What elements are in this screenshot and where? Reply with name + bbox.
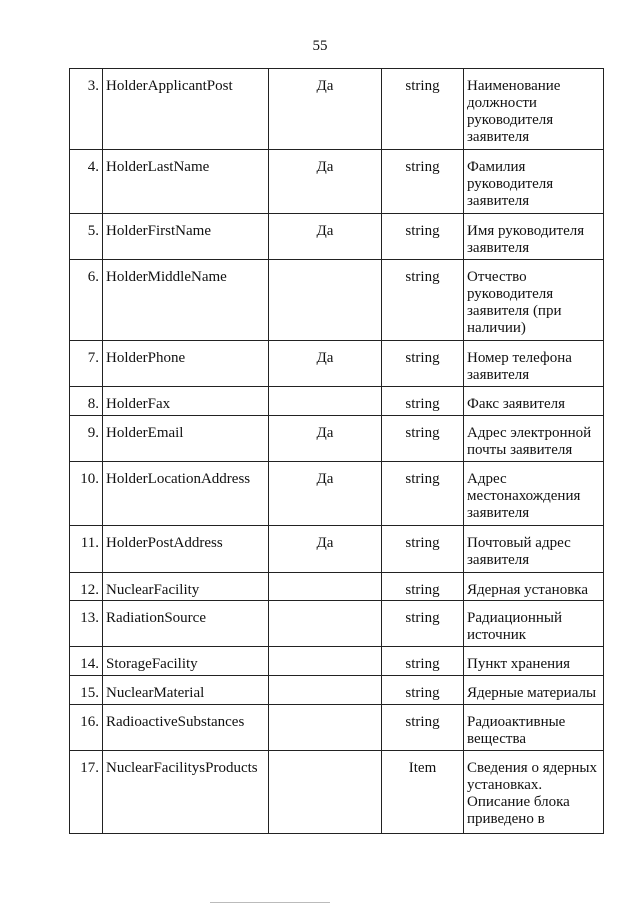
element-name: HolderPostAddress — [103, 526, 269, 573]
row-number: 13. — [70, 601, 103, 647]
row-number: 4. — [70, 150, 103, 214]
required-flag — [269, 647, 382, 676]
description: Сведения о ядерных установках. Описание блока приведено в — [464, 751, 604, 834]
table-row — [70, 676, 604, 705]
required-flag: Да — [269, 526, 382, 573]
description: Наименование должности руководителя заявителя — [464, 69, 604, 150]
table-row — [70, 387, 604, 416]
required-flag: Да — [269, 69, 382, 150]
row-number: 6. — [70, 260, 103, 341]
table-row — [70, 573, 604, 601]
description: Радиационный источник — [464, 601, 604, 647]
element-name: HolderFirstName — [103, 214, 269, 260]
element-name: HolderFax — [103, 387, 269, 416]
data-type: string — [382, 573, 464, 601]
element-name: RadioactiveSubstances — [103, 705, 269, 751]
element-name: HolderLocationAddress — [103, 462, 269, 526]
row-number: 11. — [70, 526, 103, 573]
table-row — [70, 526, 604, 573]
required-flag: Да — [269, 150, 382, 214]
element-name: HolderMiddleName — [103, 260, 269, 341]
data-type: string — [382, 150, 464, 214]
spec-table-body — [70, 69, 604, 834]
description: Пункт хранения — [464, 647, 604, 676]
row-number: 8. — [70, 387, 103, 416]
row-number: 14. — [70, 647, 103, 676]
element-name: RadiationSource — [103, 601, 269, 647]
description: Радиоактивные вещества — [464, 705, 604, 751]
spec-table — [69, 68, 604, 834]
page-number: 55 — [312, 38, 328, 54]
table-row — [70, 601, 604, 647]
description: Адрес электронной почты заявителя — [464, 416, 604, 462]
row-number: 16. — [70, 705, 103, 751]
required-flag — [269, 676, 382, 705]
data-type: string — [382, 647, 464, 676]
required-flag: Да — [269, 416, 382, 462]
required-flag: Да — [269, 341, 382, 387]
row-number: 10. — [70, 462, 103, 526]
data-type: string — [382, 705, 464, 751]
table-row — [70, 751, 604, 834]
table-row — [70, 214, 604, 260]
description: Ядерные материалы — [464, 676, 604, 705]
description: Имя руководителя заявителя — [464, 214, 604, 260]
element-name: NuclearFacility — [103, 573, 269, 601]
required-flag — [269, 387, 382, 416]
required-flag — [269, 573, 382, 601]
data-type: string — [382, 416, 464, 462]
data-type: string — [382, 260, 464, 341]
required-flag — [269, 601, 382, 647]
description: Ядерная установка — [464, 573, 604, 601]
footer-line — [210, 902, 330, 903]
row-number: 3. — [70, 69, 103, 150]
description: Адрес местонахождения заявителя — [464, 462, 604, 526]
data-type: string — [382, 69, 464, 150]
table-row — [70, 69, 604, 150]
table-row — [70, 705, 604, 751]
table-row — [70, 647, 604, 676]
row-number: 15. — [70, 676, 103, 705]
description: Фамилия руководителя заявителя — [464, 150, 604, 214]
required-flag: Да — [269, 214, 382, 260]
element-name: StorageFacility — [103, 647, 269, 676]
data-type: string — [382, 601, 464, 647]
element-name: NuclearMaterial — [103, 676, 269, 705]
table-row — [70, 416, 604, 462]
table-row — [70, 341, 604, 387]
row-number: 5. — [70, 214, 103, 260]
data-type: string — [382, 462, 464, 526]
table-row — [70, 462, 604, 526]
required-flag: Да — [269, 462, 382, 526]
data-type: string — [382, 676, 464, 705]
description: Отчество руководителя заявителя (при наличии) — [464, 260, 604, 341]
row-number: 9. — [70, 416, 103, 462]
data-type: Item — [382, 751, 464, 834]
description: Почтовый адрес заявителя — [464, 526, 604, 573]
table-row — [70, 150, 604, 214]
description: Факс заявителя — [464, 387, 604, 416]
data-type: string — [382, 341, 464, 387]
data-type: string — [382, 214, 464, 260]
required-flag — [269, 260, 382, 341]
required-flag — [269, 705, 382, 751]
data-type: string — [382, 526, 464, 573]
element-name: NuclearFacilitysProducts — [103, 751, 269, 834]
row-number: 12. — [70, 573, 103, 601]
table-row — [70, 260, 604, 341]
element-name: HolderEmail — [103, 416, 269, 462]
data-type: string — [382, 387, 464, 416]
row-number: 7. — [70, 341, 103, 387]
element-name: HolderPhone — [103, 341, 269, 387]
row-number: 17. — [70, 751, 103, 834]
description: Номер телефона заявителя — [464, 341, 604, 387]
element-name: HolderApplicantPost — [103, 69, 269, 150]
element-name: HolderLastName — [103, 150, 269, 214]
required-flag — [269, 751, 382, 834]
